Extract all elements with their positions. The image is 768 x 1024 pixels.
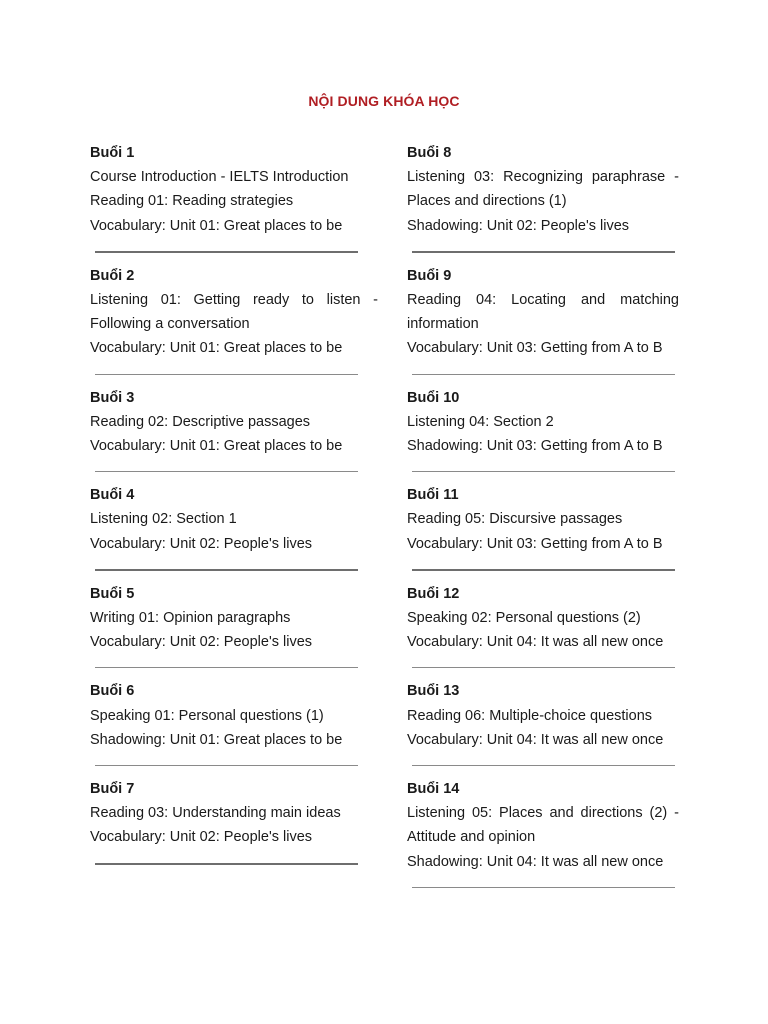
session-line: Listening 02: Section 1: [90, 511, 237, 528]
session-block: [90, 777, 378, 850]
divider: [412, 471, 675, 472]
session-title: Buổi 8: [407, 145, 452, 161]
session-line: Shadowing: Unit 02: People's lives: [407, 217, 630, 234]
session-title: Buổi 10: [407, 389, 460, 406]
session-line: Vocabulary: Unit 02: People's lives: [90, 634, 313, 651]
right-column: [407, 141, 679, 899]
session-line: Reading 04: Locating and matching information: [407, 292, 679, 333]
session-line: Listening 01: Getting ready to listen - Following a conversation: [90, 292, 378, 333]
session-block: [407, 582, 679, 655]
session-line: Shadowing: Unit 01: Great places to be: [90, 731, 343, 748]
session-line: Course Introduction - IELTS Introduction: [90, 169, 349, 186]
divider: [95, 471, 358, 472]
session-line: Reading 05: Discursive passages: [407, 511, 623, 528]
session-title: Buổi 7: [90, 781, 135, 798]
session-line: Reading 02: Descriptive passages: [90, 413, 311, 430]
divider: [412, 374, 675, 375]
session-title: Buổi 5: [90, 585, 135, 602]
divider: [95, 667, 358, 668]
divider: [95, 251, 358, 253]
session-title: Buổi 4: [90, 487, 135, 504]
session-line: Vocabulary: Unit 01: Great places to be: [90, 217, 343, 234]
session-line: Vocabulary: Unit 02: People's lives: [90, 535, 313, 552]
session-line: Speaking 02: Personal questions (2): [407, 610, 641, 627]
session-line: Listening 05: Places and directions (2) - Attitude and opinion: [407, 805, 679, 846]
divider: [412, 251, 675, 253]
session-block: [407, 483, 679, 556]
session-block: [90, 141, 378, 238]
session-line: Speaking 01: Personal questions (1): [90, 707, 324, 724]
session-block: [407, 264, 679, 361]
session-line: Shadowing: Unit 04: It was all new once: [407, 853, 664, 870]
session-line: Vocabulary: Unit 03: Getting from A to B: [407, 340, 663, 357]
session-block: [407, 679, 679, 752]
session-line: Vocabulary: Unit 04: It was all new once: [407, 731, 664, 748]
session-line: Reading 01: Reading strategies: [90, 193, 294, 210]
session-line: Vocabulary: Unit 01: Great places to be: [90, 438, 343, 455]
session-title: Buổi 3: [90, 389, 135, 406]
session-line: Vocabulary: Unit 03: Getting from A to B: [407, 535, 663, 552]
session-block: [90, 264, 378, 361]
divider: [412, 667, 675, 668]
session-title: Buổi 1: [90, 145, 135, 161]
session-line: Listening 04: Section 2: [407, 413, 554, 430]
session-block: [90, 679, 378, 752]
session-title: Buổi 2: [90, 267, 135, 284]
session-block: [90, 582, 378, 655]
divider: [95, 569, 358, 571]
session-title: Buổi 6: [90, 683, 135, 700]
session-line: Reading 06: Multiple-choice questions: [407, 707, 653, 724]
session-line: Vocabulary: Unit 01: Great places to be: [90, 340, 343, 357]
divider: [412, 887, 675, 888]
session-title: Buổi 11: [407, 487, 459, 504]
divider: [412, 569, 675, 571]
session-line: Listening 03: Recognizing paraphrase - Places and directions (1): [407, 169, 679, 210]
session-title: Buổi 14: [407, 781, 460, 798]
session-title: Buổi 9: [407, 267, 452, 284]
session-block: [407, 141, 679, 238]
divider: [412, 765, 675, 766]
divider: [95, 863, 358, 865]
left-column: [90, 141, 378, 876]
session-block: [90, 386, 378, 459]
session-block: [407, 777, 679, 874]
session-title: Buổi 12: [407, 585, 460, 602]
session-block: [407, 386, 679, 459]
session-line: Vocabulary: Unit 02: People's lives: [90, 829, 313, 846]
divider: [95, 765, 358, 766]
session-line: Shadowing: Unit 03: Getting from A to B: [407, 438, 663, 455]
page-title: NỘI DUNG KHÓA HỌC: [308, 93, 460, 109]
session-block: [90, 483, 378, 556]
session-line: Vocabulary: Unit 04: It was all new once: [407, 634, 664, 651]
session-line: Writing 01: Opinion paragraphs: [90, 610, 291, 627]
divider: [95, 374, 358, 375]
session-line: Reading 03: Understanding main ideas: [90, 805, 341, 822]
session-title: Buổi 13: [407, 683, 460, 700]
